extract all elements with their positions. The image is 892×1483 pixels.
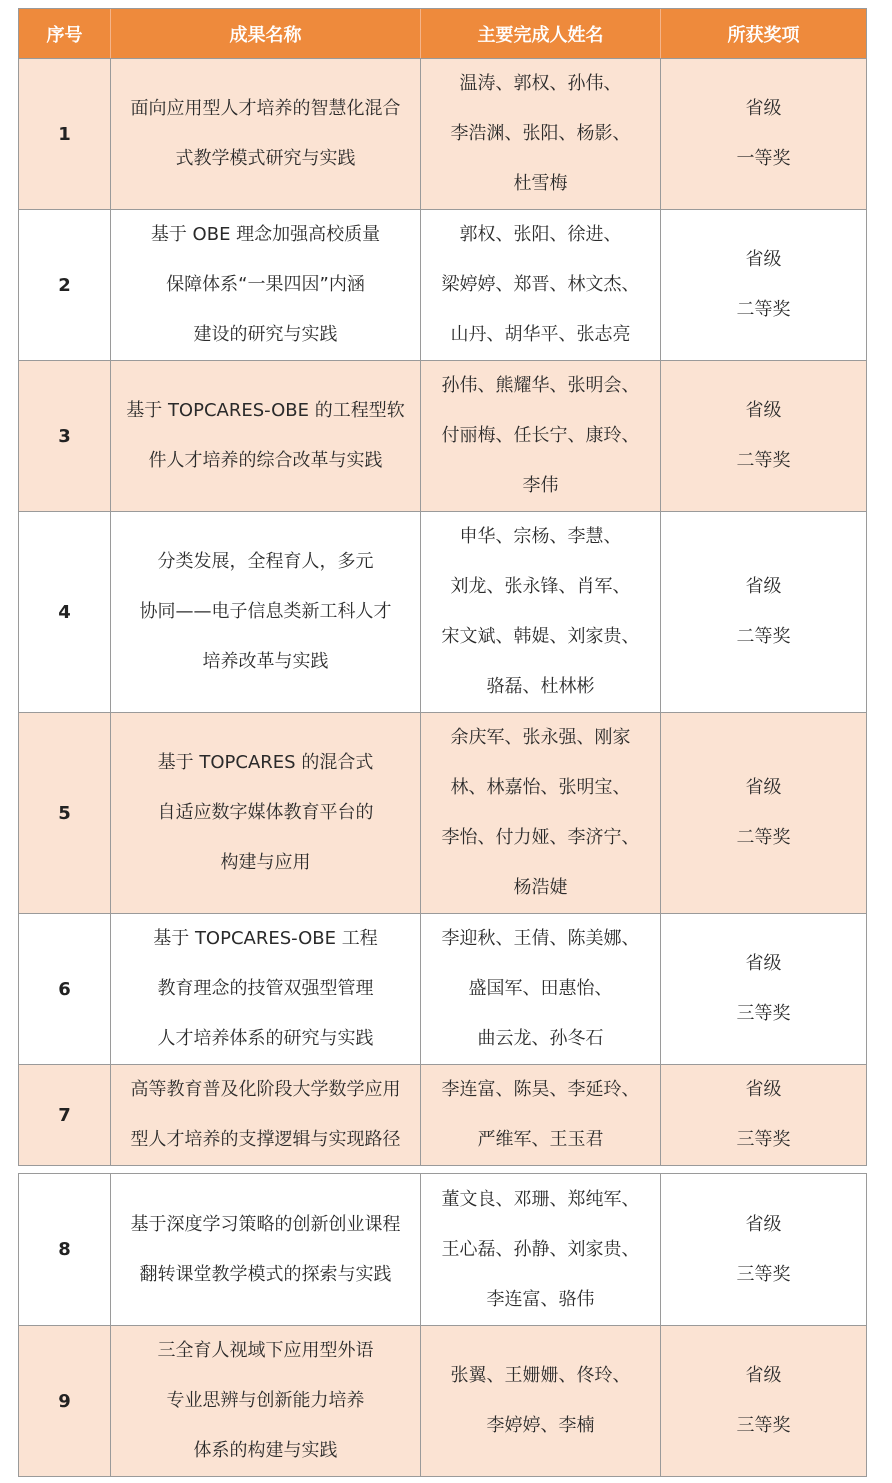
people-line: 杜雪梅 bbox=[513, 173, 568, 194]
title-line: 保障体系“一果四因”内涵 bbox=[166, 274, 365, 295]
cell-people bbox=[420, 59, 660, 209]
cell-people bbox=[420, 512, 660, 712]
award-line: 一等奖 bbox=[736, 148, 791, 169]
cell-title bbox=[110, 1326, 420, 1476]
title-line: 基于 TOPCARES-OBE 的工程型软 bbox=[126, 400, 405, 421]
people-line: 李伟 bbox=[522, 475, 559, 496]
people-line: 李迎秋、王倩、陈美娜、 bbox=[441, 928, 640, 949]
people-line: 李婷婷、李楠 bbox=[486, 1415, 595, 1436]
table-row bbox=[19, 511, 866, 712]
award-line: 二等奖 bbox=[736, 299, 791, 320]
people-line: 刘龙、张永锋、肖军、 bbox=[450, 576, 631, 597]
people-line: 李浩渊、张阳、杨影、 bbox=[450, 123, 631, 144]
cell-no: 5 bbox=[58, 802, 71, 824]
cell-title bbox=[110, 713, 420, 913]
cell-award bbox=[660, 1326, 866, 1476]
cell-no: 1 bbox=[58, 123, 71, 145]
cell-award bbox=[660, 1174, 866, 1325]
table-body-upper bbox=[19, 58, 866, 1165]
award-line: 省级 bbox=[745, 98, 782, 119]
table-body-lower bbox=[19, 1174, 866, 1476]
cell-award bbox=[660, 59, 866, 209]
award-line: 省级 bbox=[745, 1213, 782, 1235]
people-line: 余庆军、张永强、刚家 bbox=[450, 727, 631, 748]
cell-no: 8 bbox=[58, 1239, 71, 1260]
people-line: 孙伟、熊耀华、张明会、 bbox=[441, 375, 640, 396]
cell-award bbox=[660, 914, 866, 1064]
cell-title bbox=[110, 512, 420, 712]
people-line: 林、林嘉怡、张明宝、 bbox=[450, 777, 631, 798]
table-header-row bbox=[19, 9, 866, 58]
cell-no: 9 bbox=[58, 1390, 71, 1412]
table-row bbox=[19, 58, 866, 209]
cell-no: 3 bbox=[58, 425, 71, 447]
title-line: 专业思辨与创新能力培养 bbox=[166, 1390, 365, 1411]
title-line: 体系的构建与实践 bbox=[193, 1440, 338, 1461]
title-line: 分类发展，全程育人，多元 bbox=[157, 551, 374, 572]
people-line: 曲云龙、孙冬石 bbox=[477, 1028, 604, 1049]
award-line: 二等奖 bbox=[736, 827, 791, 848]
people-line: 山丹、胡华平、张志亮 bbox=[450, 324, 631, 345]
cell-no: 6 bbox=[58, 978, 71, 1000]
people-line: 梁婷婷、郑晋、林文杰、 bbox=[441, 274, 640, 295]
award-line: 三等奖 bbox=[736, 1003, 791, 1024]
title-line: 人才培养体系的研究与实践 bbox=[157, 1028, 374, 1049]
title-line: 基于 OBE 理念加强高校质量 bbox=[150, 224, 381, 245]
award-line: 省级 bbox=[745, 1365, 782, 1386]
cell-people bbox=[420, 210, 660, 360]
table-row bbox=[19, 360, 866, 511]
award-line: 三等奖 bbox=[736, 1129, 791, 1150]
title-line: 高等教育普及化阶段大学数学应用 bbox=[130, 1079, 401, 1100]
header-cell-award: 所获奖项 bbox=[660, 9, 866, 58]
table-row bbox=[19, 1174, 866, 1325]
people-line: 申华、宗杨、李慧、 bbox=[459, 526, 622, 547]
people-line: 温涛、郭权、孙伟、 bbox=[459, 73, 622, 94]
award-line: 省级 bbox=[745, 1079, 782, 1100]
cell-no: 7 bbox=[58, 1104, 71, 1126]
award-line: 二等奖 bbox=[736, 626, 791, 647]
people-line: 郭权、张阳、徐进、 bbox=[459, 224, 622, 245]
cell-award bbox=[660, 210, 866, 360]
cell-title bbox=[110, 1065, 420, 1165]
title-line: 翻转课堂教学模式的探索与实践 bbox=[139, 1263, 392, 1285]
table-row bbox=[19, 1064, 866, 1165]
table-row bbox=[19, 1325, 866, 1476]
people-line: 李连富、陈昊、李延玲、 bbox=[441, 1079, 640, 1100]
people-line: 骆磊、杜林彬 bbox=[486, 676, 595, 697]
table-upper-block bbox=[18, 8, 867, 1166]
header-cell-no: 序号 bbox=[46, 24, 83, 46]
cell-people bbox=[420, 713, 660, 913]
cell-award bbox=[660, 361, 866, 511]
award-line: 省级 bbox=[745, 400, 782, 421]
table-row bbox=[19, 209, 866, 360]
people-line: 盛国军、田惠怡、 bbox=[468, 978, 613, 999]
title-line: 基于深度学习策略的创新创业课程 bbox=[130, 1213, 401, 1235]
award-line: 三等奖 bbox=[736, 1415, 791, 1436]
title-line: 件人才培养的综合改革与实践 bbox=[148, 450, 383, 471]
cell-title bbox=[110, 210, 420, 360]
people-line: 付丽梅、任长宁、康玲、 bbox=[441, 425, 640, 446]
awards-table bbox=[18, 8, 867, 1477]
people-line: 王心磊、孙静、刘家贵、 bbox=[441, 1238, 640, 1260]
people-line: 李怡、付力娅、李济宁、 bbox=[441, 827, 640, 848]
title-line: 建设的研究与实践 bbox=[193, 324, 338, 345]
award-line: 省级 bbox=[745, 249, 782, 270]
title-line: 培养改革与实践 bbox=[202, 651, 329, 672]
award-line: 省级 bbox=[745, 777, 782, 798]
title-line: 基于 TOPCARES-OBE 工程 bbox=[153, 928, 378, 949]
people-line: 李连富、骆伟 bbox=[486, 1288, 595, 1310]
cell-no: 4 bbox=[58, 601, 71, 623]
cell-title bbox=[110, 914, 420, 1064]
cell-title bbox=[110, 1174, 420, 1325]
title-line: 自适应数字媒体教育平台的 bbox=[157, 802, 374, 823]
title-line: 式教学模式研究与实践 bbox=[175, 148, 356, 169]
cell-people bbox=[420, 1065, 660, 1165]
title-line: 面向应用型人才培养的智慧化混合 bbox=[130, 98, 401, 119]
award-line: 三等奖 bbox=[736, 1263, 791, 1285]
cell-people bbox=[420, 1326, 660, 1476]
cell-title bbox=[110, 361, 420, 511]
title-line: 型人才培养的支撑逻辑与实现路径 bbox=[130, 1129, 401, 1150]
award-line: 省级 bbox=[745, 953, 782, 974]
header-cell-people: 主要完成人姓名 bbox=[420, 9, 660, 58]
table-lower-block bbox=[18, 1173, 867, 1477]
cell-award bbox=[660, 512, 866, 712]
title-line: 教育理念的技管双强型管理 bbox=[157, 978, 374, 999]
people-line: 董文良、邓珊、郑纯军、 bbox=[441, 1188, 640, 1210]
cell-people bbox=[420, 914, 660, 1064]
table-row bbox=[19, 712, 866, 913]
cell-people bbox=[420, 361, 660, 511]
award-line: 省级 bbox=[745, 576, 782, 597]
title-line: 三全育人视域下应用型外语 bbox=[157, 1340, 374, 1361]
people-line: 张翼、王姗姗、佟玲、 bbox=[450, 1365, 631, 1386]
cell-award bbox=[660, 1065, 866, 1165]
title-line: 基于 TOPCARES 的混合式 bbox=[157, 752, 374, 773]
cell-award bbox=[660, 713, 866, 913]
title-line: 构建与应用 bbox=[220, 852, 311, 873]
table-row bbox=[19, 913, 866, 1064]
people-line: 严维军、王玉君 bbox=[477, 1129, 604, 1150]
cell-title bbox=[110, 59, 420, 209]
header-cell-title: 成果名称 bbox=[110, 9, 420, 58]
people-line: 宋文斌、韩媞、刘家贵、 bbox=[441, 626, 640, 647]
cell-no: 2 bbox=[58, 274, 71, 296]
cell-people bbox=[420, 1174, 660, 1325]
title-line: 协同——电子信息类新工科人才 bbox=[139, 601, 392, 622]
award-line: 二等奖 bbox=[736, 450, 791, 471]
people-line: 杨浩婕 bbox=[513, 877, 568, 898]
